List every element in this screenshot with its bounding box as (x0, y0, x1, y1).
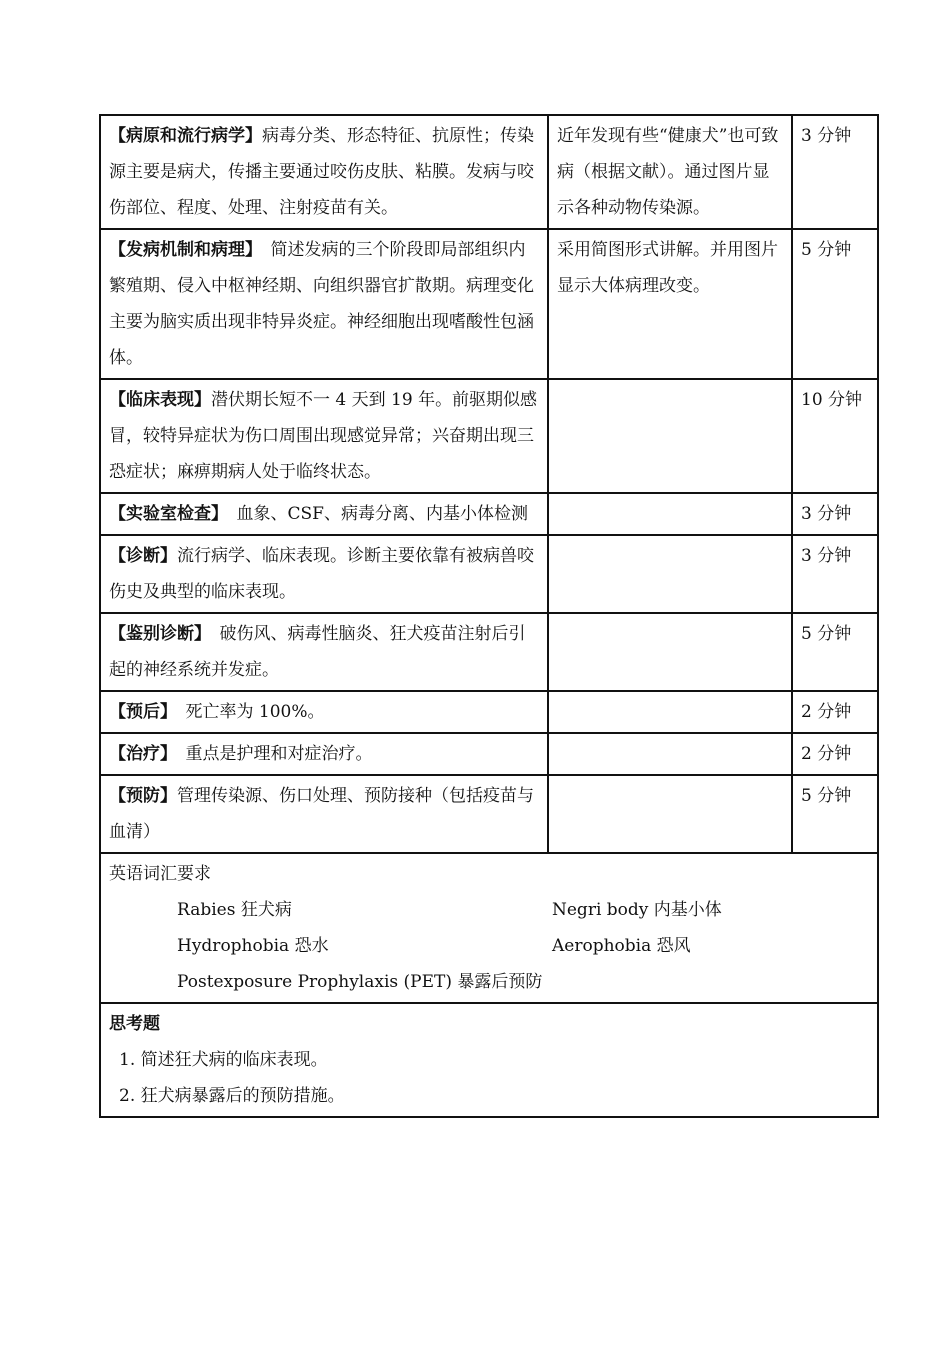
questions-cell (100, 1003, 878, 1117)
time-cell: 3 分钟 (792, 535, 878, 613)
table-row (100, 733, 878, 775)
vocab-item: Aerophobia 恐风 (552, 936, 691, 956)
time-cell: 5 分钟 (792, 613, 878, 691)
section-body: 管理传染源、伤口处理、预防接种（包括疫苗与血清） (109, 786, 534, 842)
vocab-cell (100, 853, 878, 1003)
section-body: 破伤风、病毒性脑炎、狂犬疫苗注射后引起的神经系统并发症。 (109, 624, 526, 680)
section-body: 简述发病的三个阶段即局部组织内繁殖期、侵入中枢神经期、向组织器官扩散期。病理变化主要为脑实质出现非特异炎症。神经细胞出现嗜酸性包涵体。 (109, 240, 534, 368)
time-cell: 10 分钟 (792, 379, 878, 493)
table-row (100, 535, 878, 613)
time-cell: 5 分钟 (792, 775, 878, 853)
question-item: 2. 狂犬病暴露后的预防措施。 (119, 1086, 345, 1106)
content-cell (100, 535, 548, 613)
lesson-plan-table (99, 114, 879, 1118)
question-item: 1. 简述狂犬病的临床表现。 (119, 1050, 328, 1070)
content-cell (100, 613, 548, 691)
vocab-item: Negri body 内基小体 (552, 900, 722, 920)
time-cell: 3 分钟 (792, 493, 878, 535)
section-heading: 【实验室检查】 (109, 504, 220, 524)
section-body: 重点是护理和对症治疗。 (168, 744, 373, 764)
table-row (100, 775, 878, 853)
section-heading: 【预后】 (109, 702, 169, 722)
note-cell (548, 733, 792, 775)
table-row (100, 613, 878, 691)
table-row (100, 115, 878, 229)
questions-title: 思考题 (109, 1014, 160, 1034)
vocab-item: Postexposure Prophylaxis (PET) 暴露后预防 (177, 972, 543, 992)
table-row (100, 229, 878, 379)
note-cell (548, 691, 792, 733)
vocab-list (109, 892, 871, 1000)
time-cell: 2 分钟 (792, 691, 878, 733)
section-body: 流行病学、临床表现。诊断主要依靠有被病兽咬伤史及典型的临床表现。 (109, 546, 534, 602)
section-heading: 【预防】 (109, 786, 177, 806)
content-cell (100, 115, 548, 229)
section-heading: 【治疗】 (109, 744, 169, 764)
vocab-title: 英语词汇要求 (109, 864, 211, 884)
section-body: 病毒分类、形态特征、抗原性；传染源主要是病犬，传播主要通过咬伤皮肤、粘膜。发病与咬伤部位、程度、处理、注射疫苗有关。 (109, 126, 534, 218)
note-cell: 近年发现有些“健康犬”也可致病（根据文献）。通过图片显示各种动物传染源。 (548, 115, 792, 229)
note-cell (548, 613, 792, 691)
section-body: 潜伏期长短不一 4 天到 19 年。前驱期似感冒，较特异症状为伤口周围出现感觉异常；兴奋期出现三恐症状；麻痹期病人处于临终状态。 (109, 390, 538, 482)
time-cell: 3 分钟 (792, 115, 878, 229)
note-cell (548, 493, 792, 535)
time-cell: 2 分钟 (792, 733, 878, 775)
table-row (100, 691, 878, 733)
content-cell (100, 733, 548, 775)
section-heading: 【病原和流行病学】 (109, 126, 262, 146)
section-body: 死亡率为 100%。 (168, 702, 325, 722)
table-row (100, 379, 878, 493)
section-heading: 【诊断】 (109, 546, 177, 566)
section-body: 血象、CSF、病毒分离、内基小体检测 (219, 504, 528, 524)
vocab-row (100, 853, 878, 1003)
section-heading: 【鉴别诊断】 (109, 624, 203, 644)
content-cell (100, 493, 548, 535)
content-cell (100, 379, 548, 493)
table-row (100, 493, 878, 535)
time-cell: 5 分钟 (792, 229, 878, 379)
note-cell (548, 379, 792, 493)
section-heading: 【临床表现】 (109, 390, 211, 410)
content-cell (100, 691, 548, 733)
vocab-item: Rabies 狂犬病 (177, 900, 292, 920)
content-cell (100, 229, 548, 379)
section-heading: 【发病机制和病理】 (109, 240, 254, 260)
vocab-item: Hydrophobia 恐水 (177, 936, 329, 956)
note-cell: 采用简图形式讲解。并用图片显示大体病理改变。 (548, 229, 792, 379)
questions-row (100, 1003, 878, 1117)
content-cell (100, 775, 548, 853)
note-cell (548, 775, 792, 853)
note-cell (548, 535, 792, 613)
